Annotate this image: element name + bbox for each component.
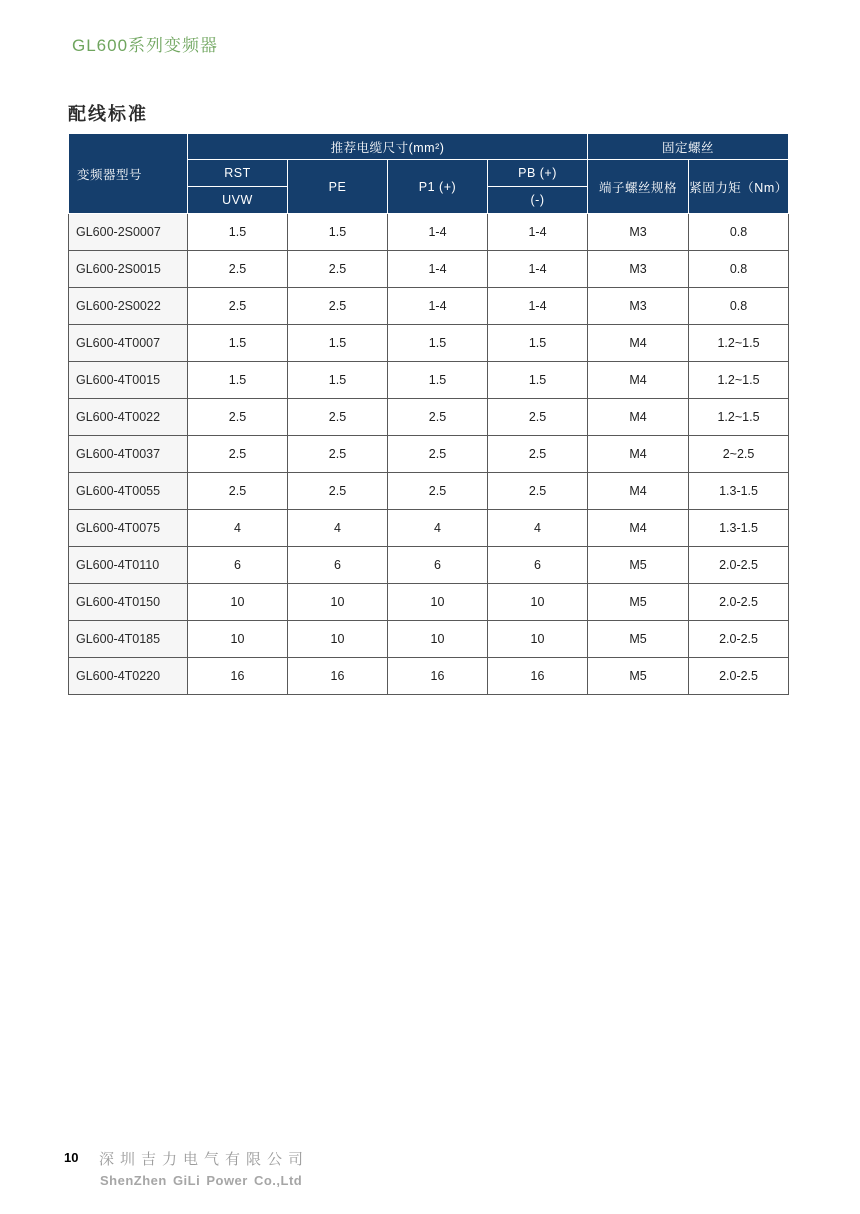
value-cell: 4 [288,510,388,547]
table-row [69,214,789,251]
value-cell: 1.5 [188,325,288,362]
value-cell: 2.0-2.5 [689,547,789,584]
value-cell: 2.5 [288,436,388,473]
value-cell: 2.5 [288,251,388,288]
value-cell: 1-4 [388,288,488,325]
value-cell: 2.5 [188,473,288,510]
table-body [69,214,789,695]
col-header-pe: PE [288,160,388,214]
table-row [69,325,789,362]
value-cell: 10 [488,621,588,658]
value-cell: 2.5 [288,473,388,510]
wiring-standards-table [68,133,789,695]
value-cell: 4 [488,510,588,547]
value-cell: M4 [588,510,689,547]
value-cell: 16 [388,658,488,695]
value-cell: M4 [588,436,689,473]
value-cell: M5 [588,658,689,695]
col-header-p1: P1 (+) [388,160,488,214]
value-cell: 2.5 [288,399,388,436]
value-cell: 2.0-2.5 [689,621,789,658]
value-cell: M4 [588,325,689,362]
value-cell: 2.5 [488,436,588,473]
value-cell: 1.2~1.5 [689,399,789,436]
page-number: 10 [64,1150,79,1165]
table-row [69,510,789,547]
value-cell: 10 [488,584,588,621]
value-cell: 2.5 [488,473,588,510]
value-cell: 6 [188,547,288,584]
footer-company-name-cn: 深圳吉力电气有限公司 [99,1151,310,1168]
model-cell: GL600-2S0022 [69,288,188,325]
value-cell: 1-4 [488,288,588,325]
model-cell: GL600-4T0022 [69,399,188,436]
value-cell: 1.5 [188,362,288,399]
value-cell: 10 [188,584,288,621]
value-cell: 1-4 [488,214,588,251]
page-title: 配线标准 [68,104,148,124]
value-cell: M3 [588,214,689,251]
header-row-groups [69,134,789,160]
model-cell: GL600-4T0007 [69,325,188,362]
table-row [69,584,789,621]
model-cell: GL600-4T0110 [69,547,188,584]
value-cell: 16 [288,658,388,695]
value-cell: 0.8 [689,288,789,325]
col-header-terminal-screw: 端子螺丝规格 [588,160,689,214]
model-cell: GL600-2S0015 [69,251,188,288]
value-cell: M4 [588,473,689,510]
value-cell: 1.5 [388,325,488,362]
value-cell: M4 [588,399,689,436]
value-cell: 2.5 [188,251,288,288]
value-cell: 1.5 [288,214,388,251]
table-row [69,288,789,325]
model-cell: GL600-4T0185 [69,621,188,658]
value-cell: 1.5 [488,362,588,399]
value-cell: 10 [388,621,488,658]
value-cell: 10 [288,584,388,621]
value-cell: M3 [588,288,689,325]
value-cell: 1.5 [388,362,488,399]
table-row [69,658,789,695]
value-cell: 1.5 [188,214,288,251]
model-cell: GL600-4T0055 [69,473,188,510]
col-group-cable-size: 推荐电缆尺寸(mm²) [188,134,588,160]
table-header [69,134,789,214]
value-cell: 2.5 [388,399,488,436]
value-cell: 1.5 [288,325,388,362]
col-header-rst: RST [188,160,288,187]
model-cell: GL600-4T0015 [69,362,188,399]
table-row [69,362,789,399]
value-cell: 2.5 [388,436,488,473]
value-cell: 6 [488,547,588,584]
value-cell: M4 [588,362,689,399]
col-header-uvw: UVW [188,187,288,214]
model-cell: GL600-4T0037 [69,436,188,473]
table-row [69,473,789,510]
value-cell: 2.5 [188,399,288,436]
value-cell: 1-4 [488,251,588,288]
footer-company-name-en: ShenZhen GiLi Power Co.,Ltd [100,1173,303,1188]
value-cell: 6 [388,547,488,584]
table-row [69,436,789,473]
value-cell: M5 [588,621,689,658]
value-cell: 1.3-1.5 [689,473,789,510]
model-cell: GL600-4T0150 [69,584,188,621]
model-cell: GL600-2S0007 [69,214,188,251]
model-cell: GL600-4T0075 [69,510,188,547]
table-row [69,547,789,584]
value-cell: 2.5 [288,288,388,325]
value-cell: 2.5 [488,399,588,436]
table-row [69,251,789,288]
value-cell: 10 [188,621,288,658]
col-header-model: 变频器型号 [69,134,188,214]
value-cell: 1.2~1.5 [689,362,789,399]
value-cell: 4 [388,510,488,547]
value-cell: M3 [588,251,689,288]
col-header-pb-plus: PB (+) [488,160,588,187]
value-cell: 2.0-2.5 [689,584,789,621]
value-cell: 1.5 [488,325,588,362]
table-row [69,399,789,436]
value-cell: M5 [588,584,689,621]
value-cell: 2~2.5 [689,436,789,473]
col-header-pb-minus: (-) [488,187,588,214]
value-cell: 16 [188,658,288,695]
model-cell: GL600-4T0220 [69,658,188,695]
brand-header: GL600系列变频器 [72,36,219,55]
value-cell: 1.2~1.5 [689,325,789,362]
value-cell: 1-4 [388,214,488,251]
value-cell: M5 [588,547,689,584]
value-cell: 0.8 [689,251,789,288]
value-cell: 2.5 [188,436,288,473]
value-cell: 1.5 [288,362,388,399]
value-cell: 1.3-1.5 [689,510,789,547]
table-row [69,621,789,658]
value-cell: 4 [188,510,288,547]
col-group-fixing-screw: 固定螺丝 [588,134,789,160]
value-cell: 2.0-2.5 [689,658,789,695]
value-cell: 2.5 [388,473,488,510]
value-cell: 16 [488,658,588,695]
value-cell: 10 [288,621,388,658]
value-cell: 0.8 [689,214,789,251]
col-header-torque: 紧固力矩（Nm） [689,160,789,214]
value-cell: 2.5 [188,288,288,325]
value-cell: 6 [288,547,388,584]
value-cell: 1-4 [388,251,488,288]
value-cell: 10 [388,584,488,621]
